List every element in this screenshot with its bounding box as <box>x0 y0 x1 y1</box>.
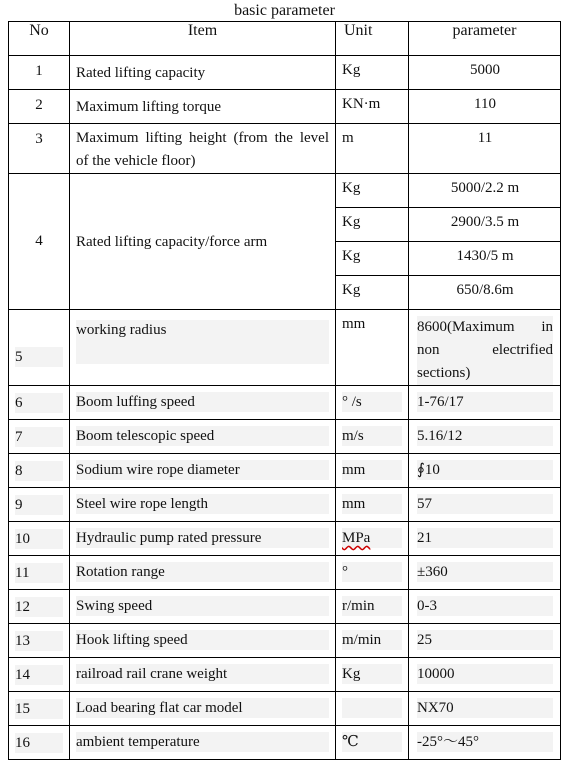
row-item: Sodium wire rope diameter <box>76 460 329 480</box>
row-unit: Kg <box>336 56 409 90</box>
row-unit: Kg <box>336 242 409 276</box>
row-value: 10000 <box>417 664 553 684</box>
row-value: 2900/3.5 m <box>409 208 561 242</box>
row-unit: Kg <box>342 664 402 684</box>
row-item: Maximum lifting torque <box>70 90 336 124</box>
row-no: 12 <box>15 597 63 617</box>
row-value: -25°～45° <box>417 732 553 752</box>
row-no: 14 <box>15 665 63 685</box>
row-no: 8 <box>15 461 63 481</box>
table-row <box>9 310 561 386</box>
table-row <box>9 658 561 692</box>
row-item: working radius <box>76 320 329 364</box>
row-value: 1-76/17 <box>417 392 553 412</box>
table-row <box>9 420 561 454</box>
row-item: Hook lifting speed <box>76 630 329 650</box>
row-unit <box>342 698 402 718</box>
table-row <box>9 726 561 760</box>
header-parameter: parameter <box>409 22 561 56</box>
header-no: No <box>9 22 70 56</box>
row-value: 5.16/12 <box>417 426 553 446</box>
row-value: 1430/5 m <box>409 242 561 276</box>
table-row <box>9 522 561 556</box>
table-row <box>9 556 561 590</box>
row-value: 11 <box>409 124 561 174</box>
basic-parameter-table <box>8 21 561 760</box>
row-value: 5000 <box>409 56 561 90</box>
table-row <box>9 56 561 90</box>
row-value: 650/8.6m <box>409 276 561 310</box>
header-item: Item <box>70 22 336 56</box>
row-unit: mm <box>342 494 402 514</box>
row-item: Swing speed <box>76 596 329 616</box>
row-value: 5000/2.2 m <box>409 174 561 208</box>
row-unit: Kg <box>336 174 409 208</box>
row-item: Steel wire rope length <box>76 494 329 514</box>
row-item: Rated lifting capacity <box>70 56 336 90</box>
table-row <box>9 90 561 124</box>
row-unit: m/s <box>342 426 402 446</box>
row-no: 6 <box>15 393 63 413</box>
row-no: 5 <box>15 347 63 367</box>
row-unit: m <box>336 124 409 174</box>
row-no: 10 <box>15 529 63 549</box>
table-row <box>9 624 561 658</box>
row-no: 3 <box>9 124 70 174</box>
row-value: 110 <box>409 90 561 124</box>
table-row <box>9 386 561 420</box>
table-row <box>9 174 561 208</box>
row-item: ambient temperature <box>76 732 329 752</box>
row-value: ±360 <box>417 562 553 582</box>
row-item: Rotation range <box>76 562 329 582</box>
row-unit: r/min <box>342 596 402 616</box>
row-item: Rated lifting capacity/force arm <box>70 174 336 310</box>
row-value: 0-3 <box>417 596 553 616</box>
row-no: 15 <box>15 699 63 719</box>
table-row <box>9 454 561 488</box>
row-value: 8600(Maximum in non electrified sections) <box>417 316 553 385</box>
row-no: 1 <box>9 56 70 90</box>
row-unit: KN·m <box>336 90 409 124</box>
row-value: 21 <box>417 528 553 548</box>
row-no: 9 <box>15 495 63 515</box>
table-row <box>9 590 561 624</box>
row-unit: mm <box>336 310 409 386</box>
row-unit: MPa <box>342 528 402 548</box>
row-unit: ℃ <box>342 732 402 752</box>
table-header-row <box>9 22 561 56</box>
row-value: ∮10 <box>417 460 553 480</box>
row-unit: mm <box>342 460 402 480</box>
row-value: NX70 <box>417 698 553 718</box>
header-unit: Unit <box>336 22 409 56</box>
row-unit: ° <box>342 562 402 582</box>
row-unit: Kg <box>336 276 409 310</box>
row-no: 4 <box>9 174 70 310</box>
row-item: Hydraulic pump rated pressure <box>76 528 329 548</box>
row-item: Load bearing flat car model <box>76 698 329 718</box>
table-row <box>9 692 561 726</box>
row-item: Maximum lifting height (from the level of the vehicle floor) <box>70 124 336 174</box>
row-item: Boom luffing speed <box>76 392 329 412</box>
row-unit: ° /s <box>342 392 402 412</box>
row-no: 11 <box>15 563 63 583</box>
row-item: Boom telescopic speed <box>76 426 329 446</box>
table-title: basic parameter <box>234 2 335 19</box>
row-item: railroad rail crane weight <box>76 664 329 684</box>
row-value: 25 <box>417 630 553 650</box>
table-row <box>9 488 561 522</box>
row-unit: m/min <box>342 630 402 650</box>
row-no: 7 <box>15 427 63 447</box>
row-value: 57 <box>417 494 553 514</box>
row-no: 2 <box>9 90 70 124</box>
table-row <box>9 124 561 174</box>
row-no: 13 <box>15 631 63 651</box>
row-no: 16 <box>15 733 63 753</box>
row-unit: Kg <box>336 208 409 242</box>
